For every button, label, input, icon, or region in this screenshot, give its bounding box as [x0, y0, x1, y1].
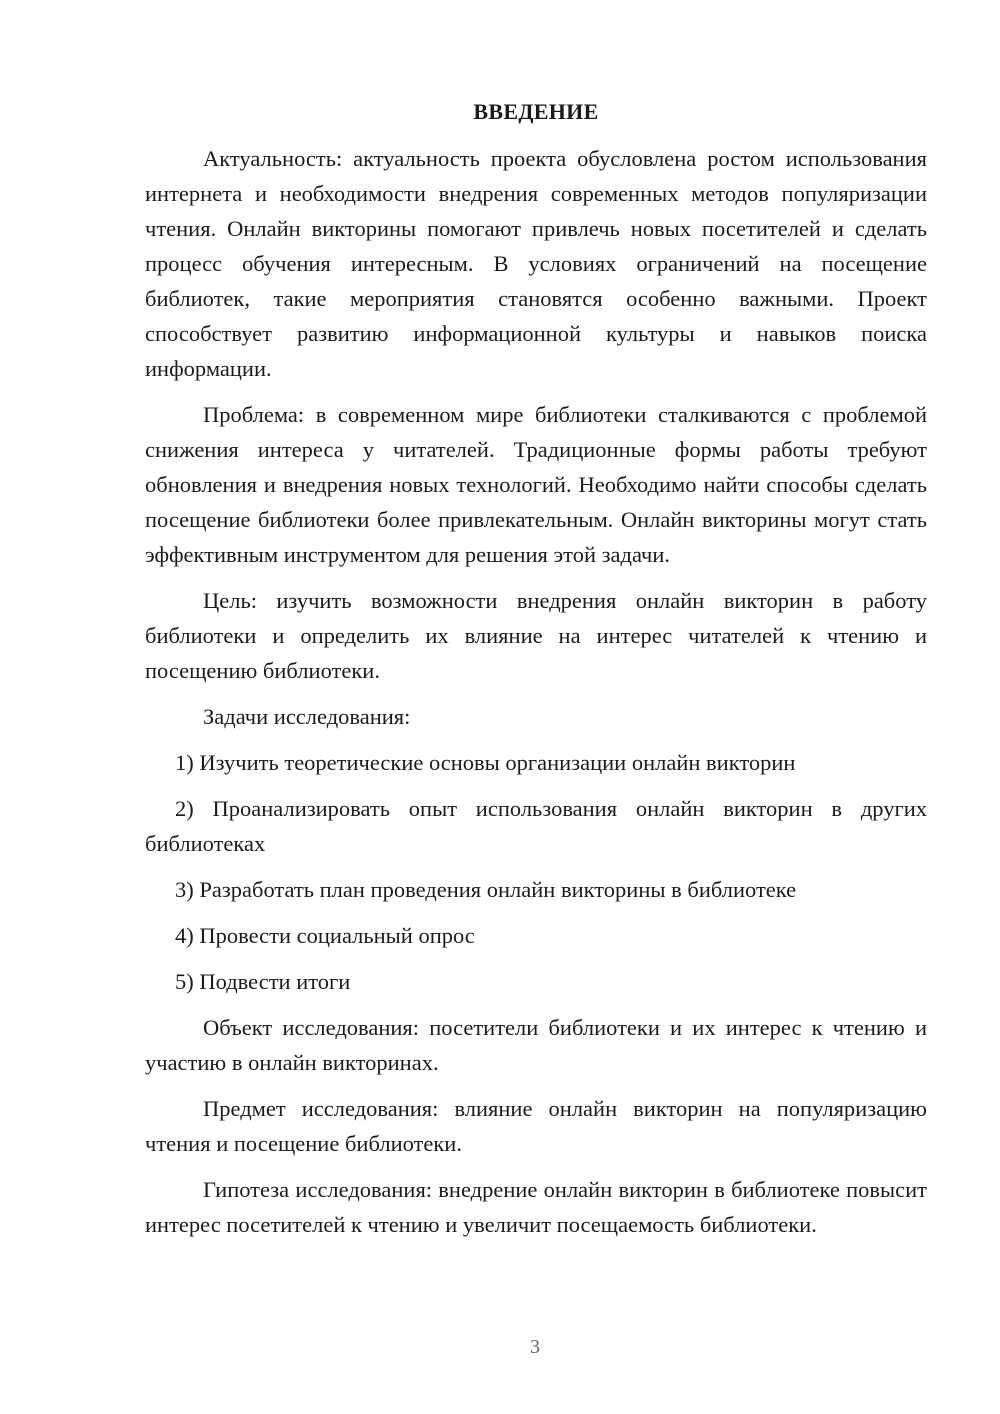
hypothesis-paragraph: Гипотеза исследования: внедрение онлайн викторин в библиотеке повысит интерес посетителей к чтению и увеличит посещаемость библиотеки. — [145, 1177, 927, 1237]
page-title: ВВЕДЕНИЕ — [473, 99, 599, 124]
page-number: 3 — [530, 1336, 540, 1358]
task-item-2: 2) Проанализировать опыт использования онлайн викторин в других библиотеках — [145, 796, 927, 856]
task-item-1: 1) Изучить теоретические основы организации онлайн викторин — [175, 750, 796, 775]
document-page — [145, 94, 927, 1253]
object-paragraph: Объект исследования: посетители библиотеки и их интерес к чтению и участию в онлайн викторинах. — [145, 1015, 927, 1075]
goal-paragraph: Цель: изучить возможности внедрения онлайн викторин в работу библиотеки и определить их влияние на интерес читателей к чтению и посещению библиотеки. — [145, 588, 927, 683]
task-item-4: 4) Провести социальный опрос — [175, 923, 475, 948]
subject-paragraph: Предмет исследования: влияние онлайн викторин на популяризацию чтения и посещение библиотеки. — [145, 1096, 927, 1156]
tasks-heading: Задачи исследования: — [203, 704, 411, 729]
task-item-5: 5) Подвести итоги — [175, 969, 351, 994]
task-item-3: 3) Разработать план проведения онлайн викторины в библиотеке — [175, 877, 797, 902]
tasks-list — [145, 745, 927, 999]
problem-paragraph: Проблема: в современном мире библиотеки сталкиваются с проблемой снижения интереса у читателей. Традиционные формы работы требуют обновления и внедрения новых технологий. Необходимо найти способы сделать посещение библиотеки более привлекательным. Онлайн викторины могут стать эффективным инструментом для решения этой задачи. — [145, 402, 927, 567]
relevance-paragraph: Актуальность: актуальность проекта обусловлена ростом использования интернета и необходимости внедрения современных методов популяризации чтения. Онлайн викторины помогают привлечь новых посетителей и сделать процесс обучения интересным. В условиях ограничений на посещение библиотек, такие мероприятия становятся особенно важными. Проект способствует развитию информационной культуры и навыков поиска информации. — [145, 146, 927, 381]
